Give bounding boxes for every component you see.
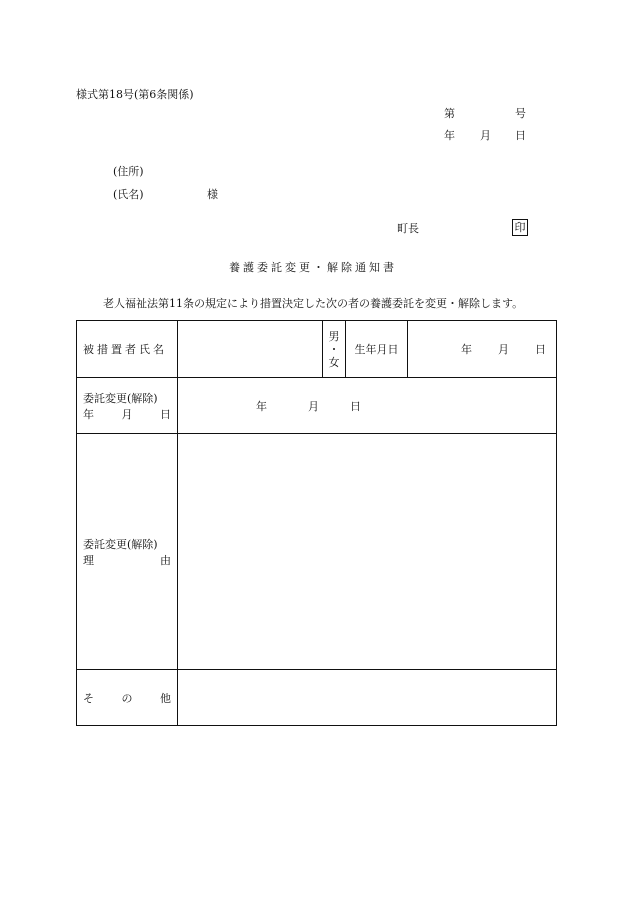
- change-date-field[interactable]: [178, 378, 557, 434]
- honorific: 様: [207, 188, 218, 201]
- notice-table: [76, 320, 557, 726]
- sex-cell[interactable]: [323, 321, 346, 378]
- sex-separator: ・: [328, 342, 340, 356]
- label-so: そ: [83, 691, 94, 705]
- label-no: の: [121, 691, 133, 705]
- doc-date-day: 日: [515, 129, 526, 142]
- body-text: 老人福祉法第11条の規定により措置決定した次の者の養護委託を変更・解除します。: [103, 297, 524, 310]
- birth-year: 年: [461, 343, 472, 356]
- document-title: 養護委託変更・解除通知書: [229, 261, 397, 274]
- doc-number-prefix: 第: [444, 107, 455, 120]
- doc-date-year: 年: [444, 129, 455, 142]
- change-day: 日: [350, 399, 361, 413]
- change-date-label-line1: 委託変更(解除): [83, 391, 158, 405]
- issuer-title: 町長: [397, 222, 419, 235]
- seal-mark: 印: [512, 219, 528, 236]
- address-label: (住所): [113, 165, 144, 178]
- sex-female: 女: [328, 355, 340, 369]
- subject-name-label: 被措置者氏名: [77, 321, 178, 378]
- label-ri: 理: [83, 553, 94, 567]
- change-reason-label: [77, 434, 178, 670]
- label-day: 日: [160, 407, 171, 421]
- table-row: [77, 434, 557, 670]
- label-month: 月: [121, 407, 133, 421]
- other-label: [77, 670, 178, 726]
- birth-day: 日: [535, 343, 546, 356]
- birth-date-label: 生年月日: [346, 321, 408, 378]
- label-ta: 他: [160, 691, 171, 705]
- birth-month: 月: [498, 343, 509, 356]
- change-reason-label-line1: 委託変更(解除): [83, 537, 158, 551]
- doc-date-month: 月: [480, 129, 491, 142]
- change-year: 年: [256, 399, 267, 413]
- birth-date-field[interactable]: [408, 321, 557, 378]
- doc-number-suffix: 号: [515, 107, 526, 120]
- label-yu: 由: [160, 553, 171, 567]
- table-row: [77, 321, 557, 378]
- change-month: 月: [308, 399, 319, 413]
- change-reason-field[interactable]: [178, 434, 557, 670]
- subject-name-field[interactable]: [178, 321, 323, 378]
- change-reason-label-line2: [77, 552, 177, 568]
- name-label: (氏名): [113, 188, 144, 201]
- other-field[interactable]: [178, 670, 557, 726]
- table-row: [77, 670, 557, 726]
- change-date-label-line2: [77, 406, 177, 422]
- label-year: 年: [83, 407, 94, 421]
- table-row: [77, 378, 557, 434]
- other-label-text: [77, 690, 177, 706]
- change-date-label: [77, 378, 178, 434]
- form-number: 様式第18号(第6条関係): [76, 88, 194, 101]
- sex-male: 男: [328, 329, 340, 343]
